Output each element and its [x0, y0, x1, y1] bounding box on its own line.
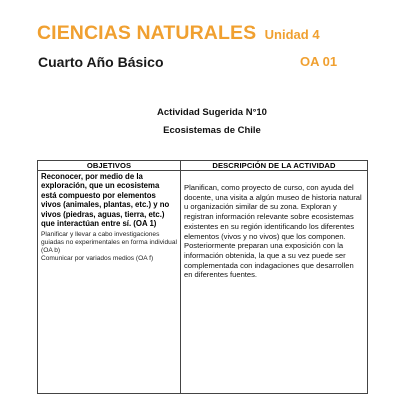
objective-sub-text — [41, 231, 177, 263]
objectives-cell — [38, 171, 181, 394]
objective-sub-line: Planificar y llevar a cabo investigaciones guiadas no experimentales en forma individual — [41, 231, 177, 247]
table-row — [38, 171, 368, 394]
activity-topic: Ecosistemas de Chile — [163, 125, 261, 136]
subject-title: CIENCIAS NATURALES — [37, 22, 257, 44]
grade-label: Cuarto Año Básico — [38, 54, 164, 70]
activity-heading: Actividad Sugerida N°10 — [157, 107, 267, 118]
oa-label: OA 01 — [300, 54, 338, 69]
objective-sub-line: Comunicar por variados medios (OA f) — [41, 255, 154, 263]
unit-label: Unidad 4 — [264, 27, 320, 42]
activity-table — [37, 160, 368, 394]
objective-main-text: Reconocer, por medio de la exploración, que un ecosistema está compuesto por elementos vivos (animales, plantas, etc.) y no vivos (piedras, aguas, tierra, etc.) que interactúan entre sí. (OA 1) — [41, 172, 170, 229]
objective-sub-line: (OA b) — [41, 247, 61, 255]
table-header-row — [38, 161, 368, 171]
description-cell — [181, 171, 368, 394]
document-title — [37, 22, 320, 45]
description-text: Planifican, como proyecto de curso, con ayuda del docente, una visita a algún museo de historia natural u organización similar de su zona. Exploran y registran información relevante sobre ecosistemas existentes en su región identificando los diferentes elementos (vivos y no vivos) que los componen. Posteriormente preparan una exposición con la información obtenida, la que a su vez puede ser complementada con indagaciones que desarrollen en diferentes fuentes. — [184, 183, 362, 280]
column-header-description: DESCRIPCIÓN DE LA ACTIVIDAD — [181, 161, 368, 171]
column-header-objectives: OBJETIVOS — [38, 161, 181, 171]
